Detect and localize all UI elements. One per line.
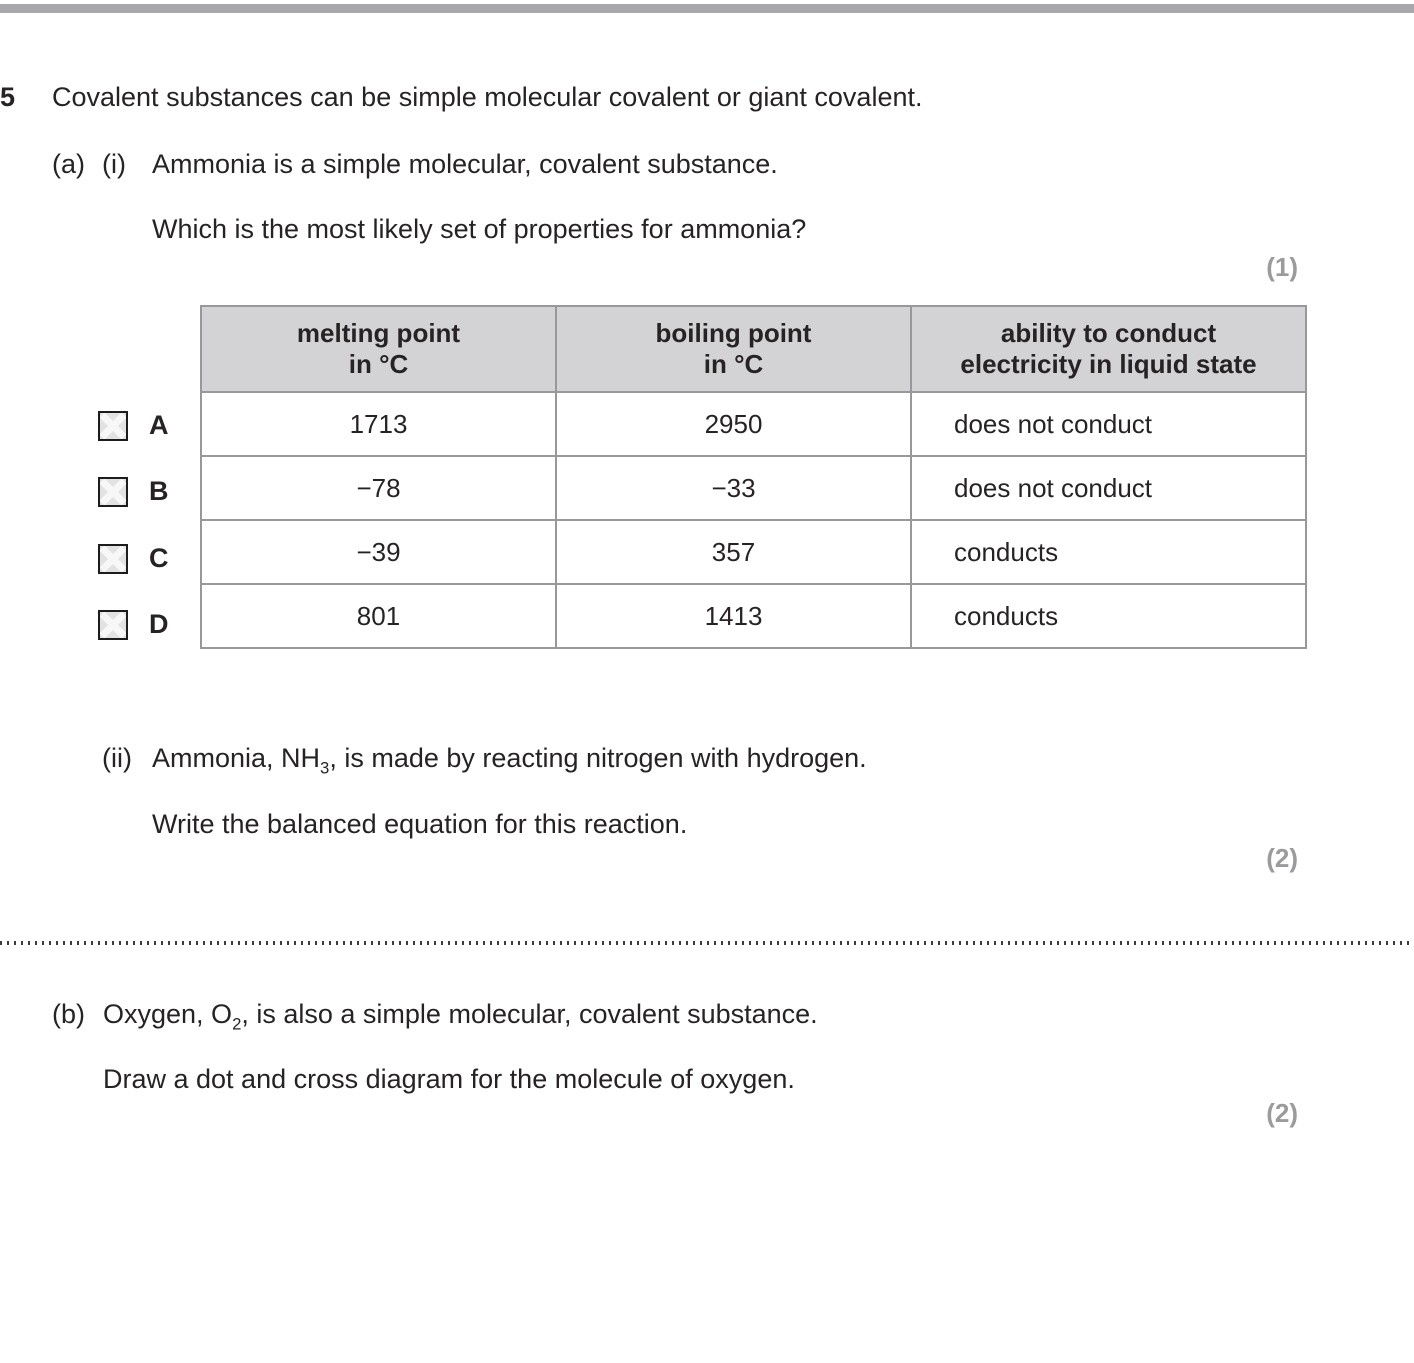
statement-text: , is also a simple molecular, covalent substance. xyxy=(241,999,818,1029)
table-row xyxy=(201,520,1306,584)
table-row xyxy=(201,456,1306,520)
formula-subscript: 3 xyxy=(320,758,330,778)
part-a-ii-marks: (2) xyxy=(1266,843,1298,873)
option-b-label: B xyxy=(149,476,169,506)
cross-icon xyxy=(100,612,126,638)
part-a-i-label: (i) xyxy=(102,149,126,179)
part-a-ii-prompt: Write the balanced equation for this reaction. xyxy=(152,809,688,839)
cell-melting-b: −78 xyxy=(201,456,556,520)
table-row xyxy=(201,392,1306,456)
option-c-checkbox[interactable] xyxy=(98,544,128,574)
part-a-ii-statement xyxy=(152,741,867,785)
option-a-checkbox[interactable] xyxy=(98,411,128,441)
cell-conduct-b: does not conduct xyxy=(911,456,1306,520)
cell-melting-a: 1713 xyxy=(201,392,556,456)
statement-text: Oxygen, O xyxy=(103,999,233,1029)
cell-conduct-d: conducts xyxy=(911,584,1306,648)
header-conductivity xyxy=(911,306,1306,392)
header-line: electricity in liquid state xyxy=(960,349,1257,379)
option-a-label: A xyxy=(149,410,169,440)
part-b-marks: (2) xyxy=(1266,1098,1298,1128)
question-intro: Covalent substances can be simple molecular covalent or giant covalent. xyxy=(52,82,923,112)
cell-boiling-b: −33 xyxy=(556,456,911,520)
page-top-divider xyxy=(0,4,1414,13)
header-line: ability to conduct xyxy=(1000,318,1217,348)
option-c-label: C xyxy=(149,543,169,573)
cell-melting-c: −39 xyxy=(201,520,556,584)
table-row xyxy=(201,584,1306,648)
cell-boiling-a: 2950 xyxy=(556,392,911,456)
cell-boiling-c: 357 xyxy=(556,520,911,584)
part-a-ii-label: (ii) xyxy=(102,743,132,773)
part-a-label: (a) xyxy=(52,149,85,179)
cell-boiling-d: 1413 xyxy=(556,584,911,648)
table-header-row xyxy=(201,306,1306,392)
header-line: in °C xyxy=(348,349,409,379)
statement-text: Ammonia, NH xyxy=(152,743,321,773)
header-line: in °C xyxy=(703,349,764,379)
answer-dotted-line xyxy=(0,941,1414,945)
cross-icon xyxy=(100,479,126,505)
statement-text: , is made by reacting nitrogen with hydrogen. xyxy=(329,743,867,773)
cell-conduct-c: conducts xyxy=(911,520,1306,584)
header-line: melting point xyxy=(296,318,461,348)
cell-melting-d: 801 xyxy=(201,584,556,648)
part-a-i-prompt: Which is the most likely set of properties for ammonia? xyxy=(152,214,807,244)
header-melting-point xyxy=(201,306,556,392)
header-line: boiling point xyxy=(655,318,812,348)
cross-icon xyxy=(100,546,126,572)
header-boiling-point xyxy=(556,306,911,392)
cell-conduct-a: does not conduct xyxy=(911,392,1306,456)
part-b-label: (b) xyxy=(52,999,85,1029)
cross-icon xyxy=(100,413,126,439)
option-d-label: D xyxy=(149,609,169,639)
question-number: 5 xyxy=(0,82,16,112)
part-a-i-statement: Ammonia is a simple molecular, covalent substance. xyxy=(152,149,778,179)
part-b-statement xyxy=(103,997,818,1041)
properties-table xyxy=(200,305,1307,649)
option-b-checkbox[interactable] xyxy=(98,477,128,507)
option-d-checkbox[interactable] xyxy=(98,610,128,640)
formula-subscript: 2 xyxy=(232,1014,242,1034)
part-b-prompt: Draw a dot and cross diagram for the molecule of oxygen. xyxy=(103,1064,795,1094)
part-a-i-marks: (1) xyxy=(1266,252,1298,282)
